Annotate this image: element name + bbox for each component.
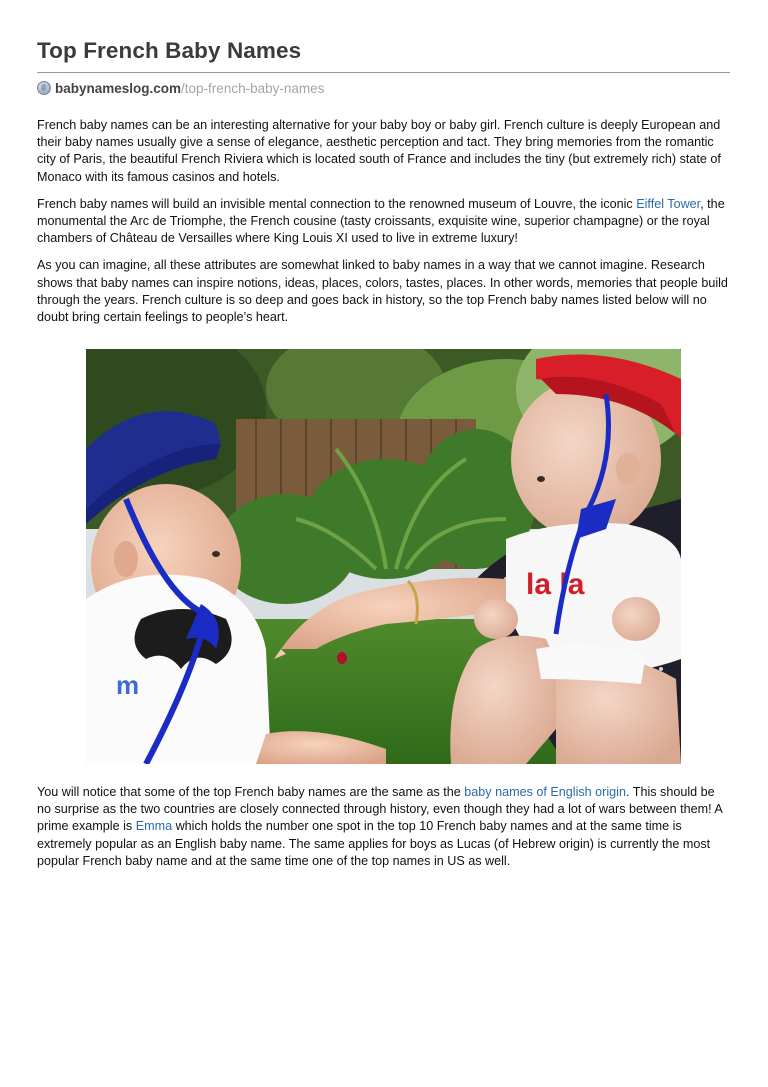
babies-photo: [86, 349, 681, 764]
article-body: [37, 117, 730, 326]
paragraph-2-text-b: , the monumental the Arc de Triomphe, the French cousine (tasty croissants, exquisite wine, superior champagne) or the royal chambers of Château de Versailles where King Louis XI used to live in extreme luxury!: [37, 196, 725, 246]
document-page: [37, 36, 730, 336]
english-origin-link[interactable]: baby names of English origin: [464, 785, 626, 799]
paragraph-2: [37, 196, 730, 248]
paragraph-3: As you can imagine, all these attributes are somewhat linked to baby names in a way that we cannot imagine. Research shows that baby names can inspire notions, ideas, places, colors, tastes, places. In other words, memories that people build through the years. French culture is so deep and goes back in history, so the top French baby names listed below will no doubt bring certain feelings to people’s heart.: [37, 258, 728, 325]
article-continuation: [37, 784, 730, 870]
paragraph-2-text-a: French baby names will build an invisible mental connection to the renowned museum of Louvre, the iconic: [37, 196, 637, 211]
eiffel-tower-link[interactable]: Eiffel Tower: [636, 196, 701, 211]
paragraph-4-text-b: . This should be no surprise as the two countries are closely connected through history, even though they had a lot of wars between them! A prime example is: [37, 785, 723, 834]
source-path[interactable]: /top-french-baby-names: [181, 80, 325, 96]
source-domain[interactable]: babynameslog.com: [55, 80, 182, 96]
paragraph-4-text-a: You will notice that some of the top French baby names are the same as the: [37, 785, 465, 799]
globe-icon: [37, 81, 51, 95]
paragraph-4-text-c: which holds the number one spot in the top 10 French baby names and at the same time is extremely popular as an English baby name. The same applies for boys as Lucas (of Hebrew origin) is currently the most popular French baby name and at the same time one of the top names in US as well.: [37, 819, 711, 868]
paragraph-1: French baby names can be an interesting alternative for your baby boy or baby girl. French culture is deeply European and their baby names usually give a sense of elegance, aesthetic perception and tact. They bring memories from the romantic city of Paris, the beautiful French Riviera which is located south of France and includes the tiny (but extremely rich) state of Monaco with its famous casinos and hotels.: [37, 118, 721, 184]
svg-text:m: m: [116, 670, 140, 700]
emma-link[interactable]: Emma: [135, 819, 173, 834]
shirt-text: la la: [526, 568, 585, 601]
source-line: [37, 79, 730, 97]
page-title: Top French Baby Names: [37, 38, 302, 63]
paragraph-4: [37, 784, 730, 870]
title-divider: [37, 72, 730, 73]
